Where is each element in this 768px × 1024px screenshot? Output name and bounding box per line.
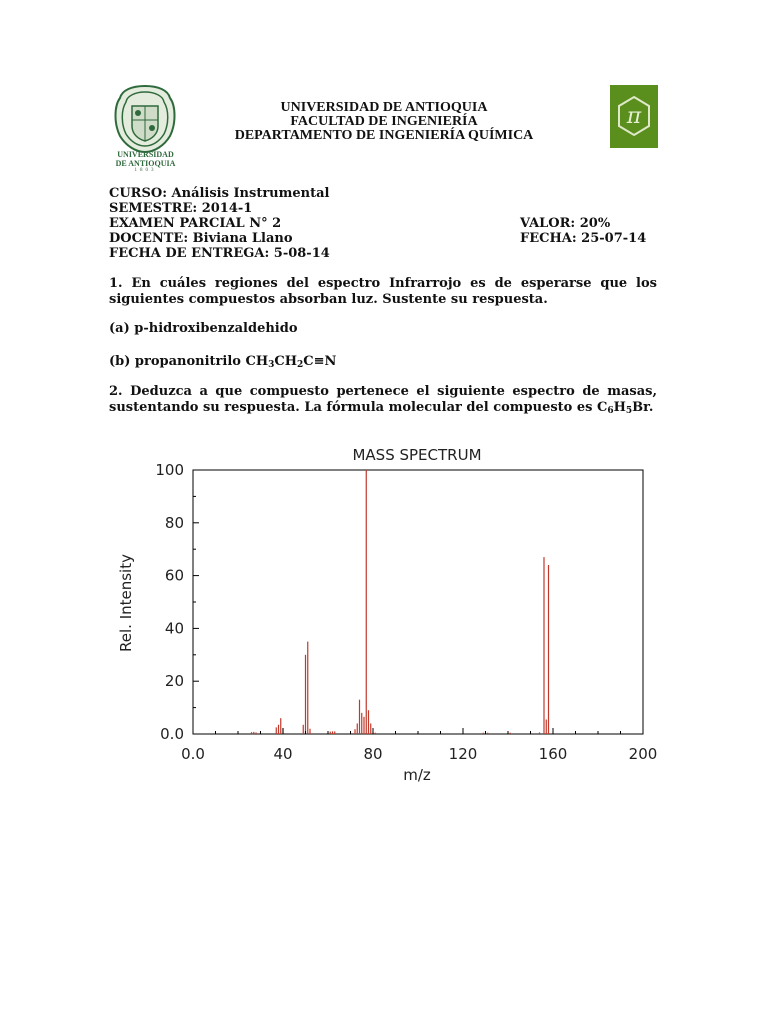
- teacher-line: DOCENTE: Biviana Llano: [109, 231, 293, 246]
- x-tick-label: 0.0: [181, 745, 205, 763]
- x-tick-label: 80: [363, 745, 383, 763]
- university-name: UNIVERSIDAD DE ANTIOQUIA: [280, 100, 488, 115]
- mass-spectrum-chart: [0, 430, 768, 790]
- question-1a: (a) p-hidroxibenzaldehido: [109, 321, 298, 336]
- logo-text-1: UNIVERSIDAD: [117, 150, 174, 159]
- x-tick-label: 40: [273, 745, 293, 763]
- question-1: 1. En cuáles regiones del espectro Infrarrojo es de esperarse que los siguientes compuestos absorban luz. Sustente su respuesta.: [109, 276, 657, 307]
- x-axis-label: m/z: [403, 766, 431, 784]
- logo-year: 1803: [134, 168, 157, 173]
- value-line: VALOR: 20%: [520, 216, 611, 231]
- faculty-name: FACULTAD DE INGENIERÍA: [290, 114, 478, 129]
- y-tick-label: 60: [164, 566, 184, 585]
- y-tick-label: 0.0: [160, 725, 184, 743]
- logo-text-2: DE ANTIOQUIA: [115, 159, 176, 168]
- question-1b: (b) propanonitrilo $CH_3CH_2C\equiv N$: [109, 354, 337, 370]
- pi-symbol: π: [626, 104, 642, 129]
- exam-line: EXAMEN PARCIAL N° 2: [109, 216, 282, 231]
- y-tick-label: 80: [164, 513, 184, 532]
- x-tick-label: 160: [538, 745, 568, 763]
- chart-title: MASS SPECTRUM: [352, 446, 482, 464]
- question-2: 2. Deduzca a que compuesto pertenece el siguiente espectro de masas, sustentando su respuesta. La fórmula molecular del compuesto es $C_6H_5Br$.: [109, 384, 657, 416]
- x-tick-label: 120: [448, 745, 478, 763]
- semester-line: SEMESTRE: 2014-1: [109, 201, 253, 216]
- x-tick-label: 200: [628, 745, 658, 763]
- due-date-line: FECHA DE ENTREGA: 5-08-14: [109, 246, 330, 261]
- y-tick-label: 20: [164, 672, 184, 691]
- course-line: CURSO: Análisis Instrumental: [109, 186, 330, 201]
- y-axis-label: Rel. Intensity: [117, 554, 135, 652]
- y-tick-label: 100: [155, 461, 184, 479]
- plot-area: [193, 470, 643, 734]
- date-line: FECHA: 25-07-14: [520, 231, 647, 246]
- department-name: DEPARTAMENTO DE INGENIERÍA QUÍMICA: [234, 128, 534, 143]
- y-tick-label: 40: [164, 619, 184, 638]
